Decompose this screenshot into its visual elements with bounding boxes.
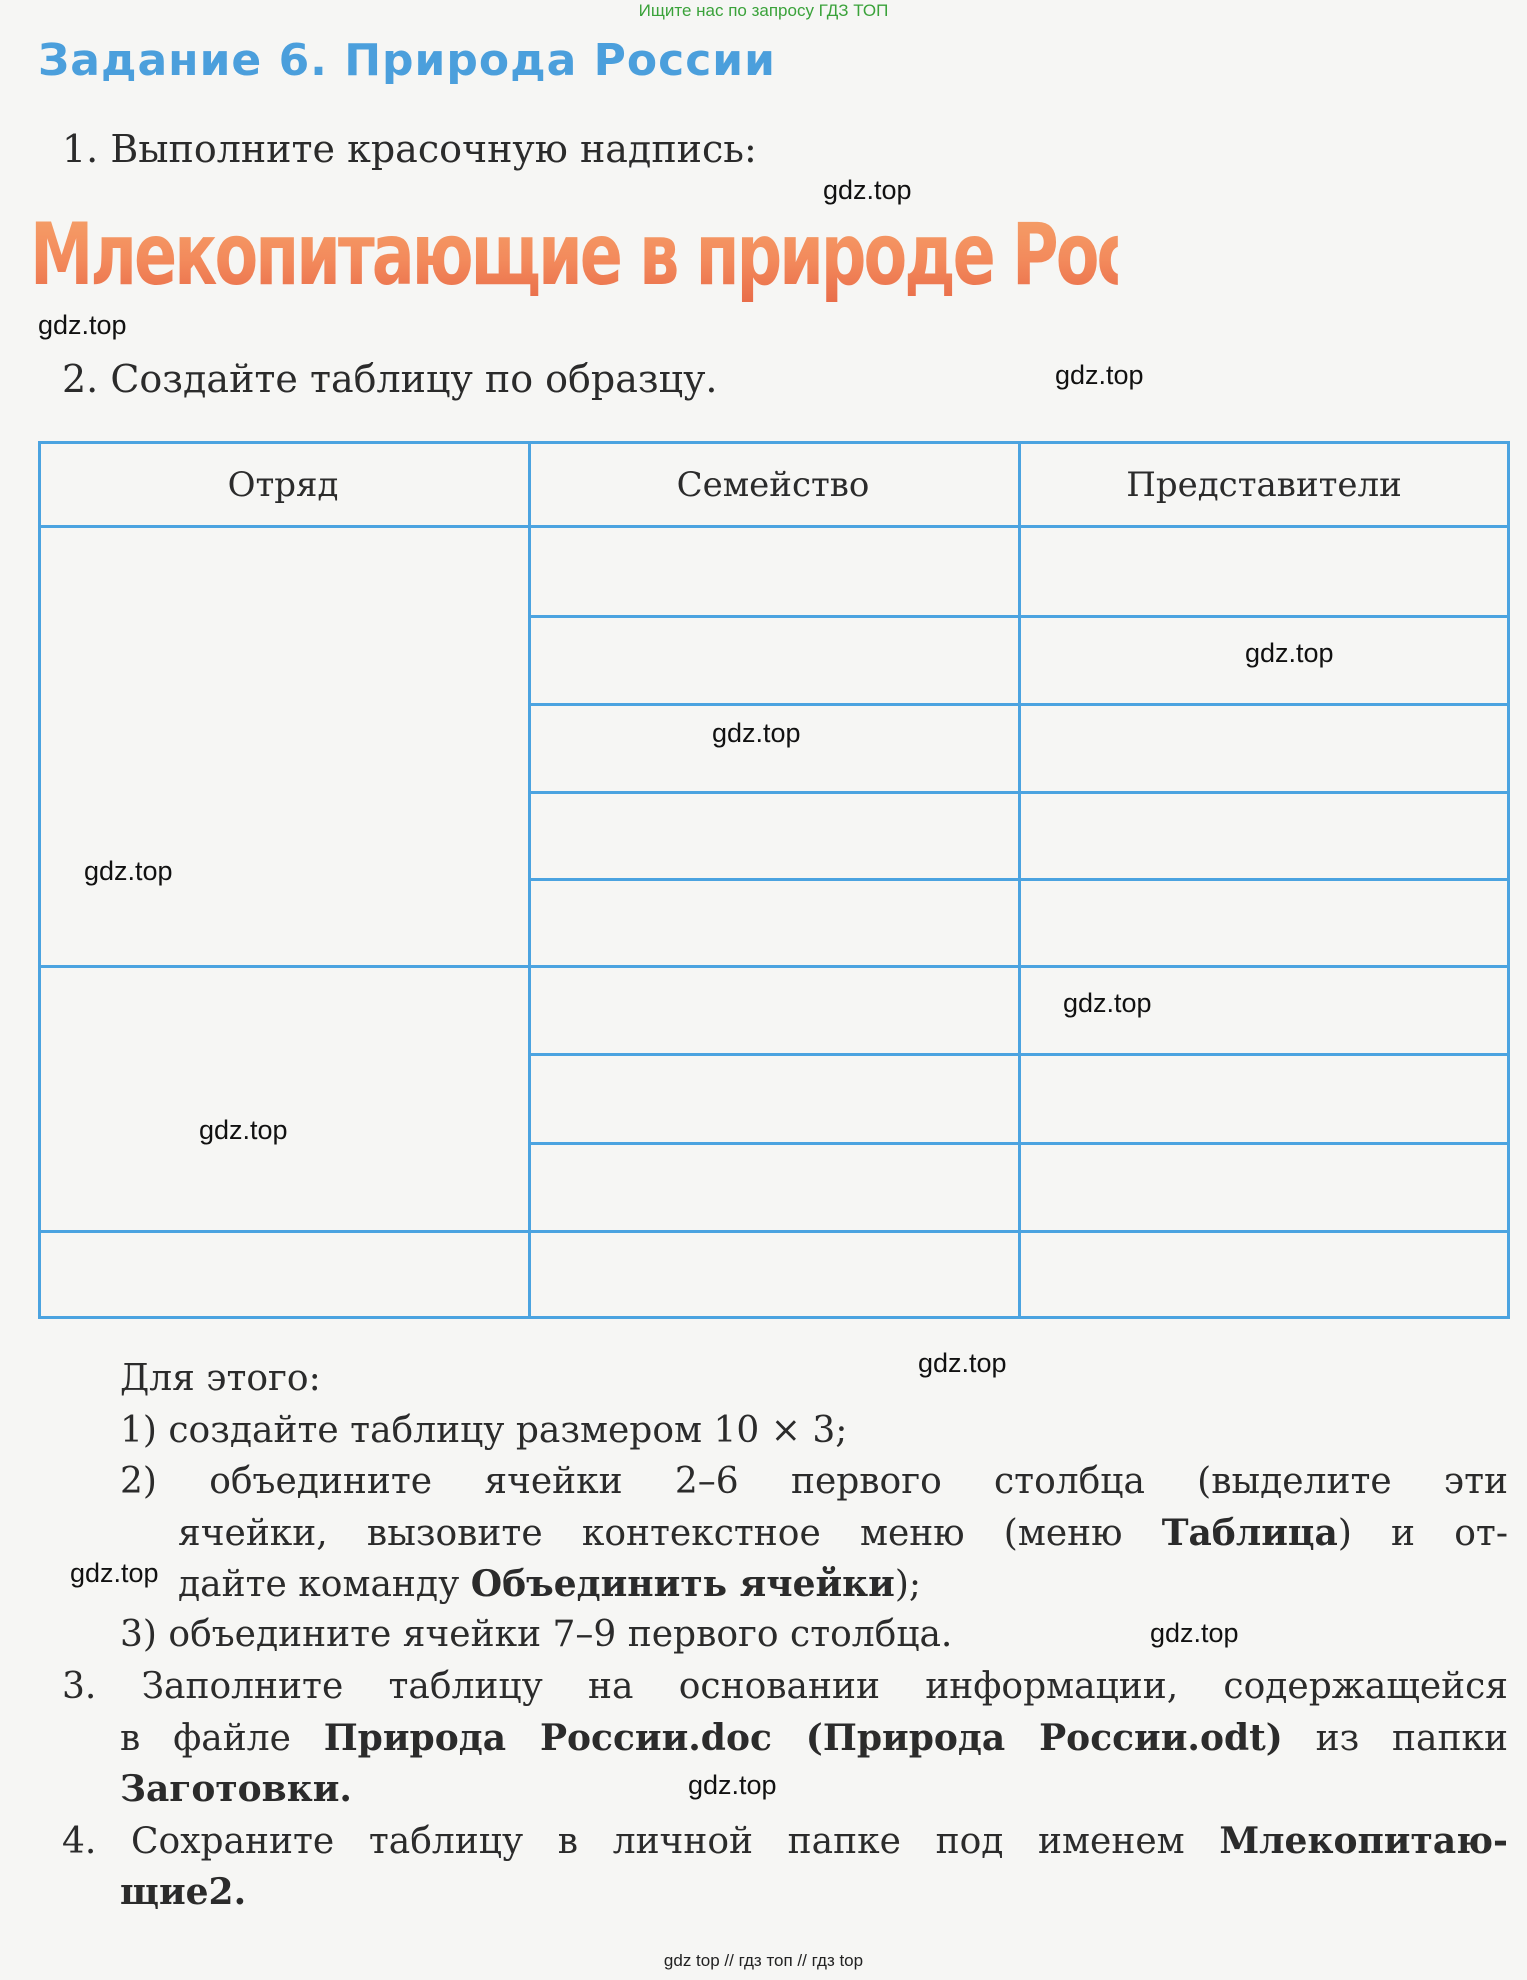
watermark: gdz.top xyxy=(1150,1618,1239,1648)
instructions-intro: Для этого: xyxy=(120,1358,321,1399)
watermark: gdz.top xyxy=(38,310,127,340)
save-file-name-end: щие2. xyxy=(120,1871,247,1913)
page-title: Задание 6. Природа России xyxy=(38,35,776,86)
merge-cells-command: Объединить ячейки xyxy=(470,1563,895,1605)
table-header-representatives: Представители xyxy=(1126,465,1402,505)
colorful-heading: Млекопитающие в природе России xyxy=(30,205,1250,305)
watermark: gdz.top xyxy=(1245,638,1334,668)
table-row-divider xyxy=(38,1230,1510,1233)
step-3-line-1: 3. Заполните таблицу на основании информации, содержащейся xyxy=(62,1666,1508,1707)
table-row-divider xyxy=(528,1142,1510,1145)
step-4-line-1 xyxy=(62,1820,1508,1862)
watermark: gdz.top xyxy=(1055,360,1144,390)
table-header-family: Семейство xyxy=(676,465,870,505)
step-4-line-2 xyxy=(120,1871,246,1913)
step-3-line-2 xyxy=(120,1717,1508,1759)
source-file-name: Природа России.doc (Природа России.odt) xyxy=(323,1717,1283,1759)
table-row-divider xyxy=(528,703,1510,706)
watermark: gdz.top xyxy=(70,1558,159,1588)
table-row-divider xyxy=(528,791,1510,794)
instruction-2-line-2 xyxy=(178,1512,1508,1554)
step-2: 2. Создайте таблицу по образцу. xyxy=(62,357,718,401)
instruction-1: 1) создайте таблицу размером 10 × 3; xyxy=(120,1410,848,1451)
watermark: gdz.top xyxy=(918,1348,1007,1378)
step-4-text: 4. Сохраните таблицу в личной папке под именем xyxy=(62,1821,1220,1862)
instruction-2-text: дайте команду xyxy=(178,1564,471,1605)
table-row-divider xyxy=(528,878,1510,881)
table-row-divider xyxy=(528,1053,1510,1056)
step-3-text: из папки xyxy=(1282,1718,1508,1759)
instruction-2-line-1: 2) объедините ячейки 2–6 первого столбца (выделите эти xyxy=(120,1461,1508,1502)
table-row-divider xyxy=(38,965,1510,968)
watermark: gdz.top xyxy=(199,1115,288,1145)
watermark: gdz.top xyxy=(823,175,912,205)
watermark: gdz.top xyxy=(1063,988,1152,1018)
watermark: gdz.top xyxy=(712,718,801,748)
watermark: gdz.top xyxy=(688,1770,777,1800)
footer-note: gdz top // гдз топ // гдз top xyxy=(663,1951,864,1970)
watermark: gdz.top xyxy=(84,856,173,886)
instruction-2-text: ); xyxy=(894,1564,922,1605)
instruction-2-text: ) и от- xyxy=(1337,1513,1508,1554)
instruction-3: 3) объедините ячейки 7–9 первого столбца. xyxy=(120,1614,953,1655)
instruction-2-text: ячейки, вызовите контекстное меню (меню xyxy=(178,1513,1162,1554)
step-3-text: в файле xyxy=(120,1718,324,1759)
table-row-divider xyxy=(38,525,1510,528)
step-1: 1. Выполните красочную надпись: xyxy=(62,127,757,171)
menu-table-label: Таблица xyxy=(1161,1512,1338,1554)
step-3-line-3 xyxy=(120,1768,352,1810)
table-header-order: Отряд xyxy=(227,465,339,505)
folder-name: Заготовки. xyxy=(120,1768,352,1810)
instruction-2-line-3 xyxy=(178,1563,921,1605)
header-note: Ищите нас по запросу ГДЗ ТОП xyxy=(638,1,889,20)
save-file-name: Млекопитаю- xyxy=(1219,1820,1508,1862)
table-row-divider xyxy=(528,615,1510,618)
